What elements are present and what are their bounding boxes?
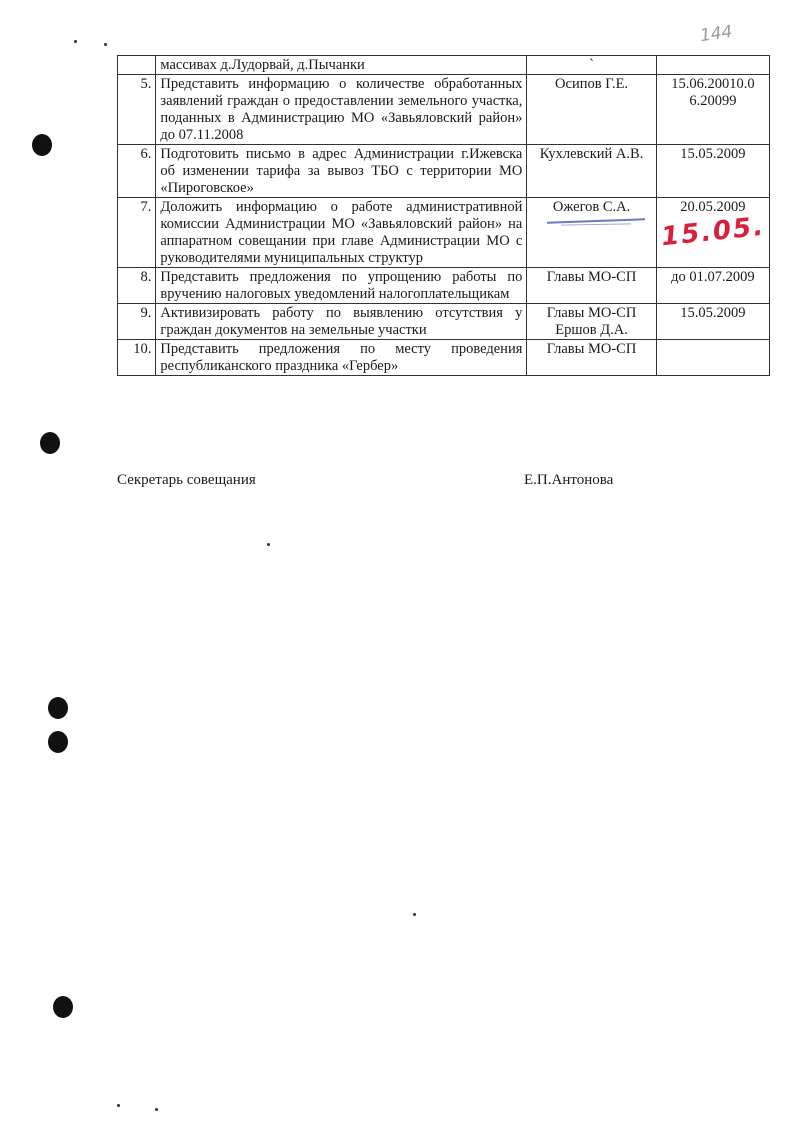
responsible-cell: Главы МО-СП <box>527 340 656 376</box>
due-date-cell <box>656 198 769 268</box>
due-date-cell: 15.06.20010.0 6.20099 <box>656 75 769 145</box>
table-row <box>118 75 770 145</box>
row-number <box>118 56 156 75</box>
punch-hole <box>53 996 73 1018</box>
responsible-cell: Главы МО-СП Ершов Д.А. <box>527 304 656 340</box>
scan-speck <box>104 43 107 46</box>
due-date-cell: 15.05.2009 <box>656 304 769 340</box>
table-row <box>118 268 770 304</box>
punch-hole <box>48 697 68 719</box>
page-folio: 144 <box>698 21 734 47</box>
pen-stroke <box>561 223 631 225</box>
row-number: 6. <box>118 145 156 198</box>
table-row <box>118 56 770 75</box>
punch-hole <box>32 134 52 156</box>
task-text: Представить информацию о количестве обработанных заявлений граждан о предоставлении земельного участка, поданных в Администрацию МО «Завьяловский район» до 07.11.2008 <box>156 75 527 145</box>
table-row <box>118 304 770 340</box>
row-number: 10. <box>118 340 156 376</box>
task-text: Представить предложения по месту проведения республиканского праздника «Гербер» <box>156 340 527 376</box>
signature-name: Е.П.Антонова <box>524 472 614 488</box>
scan-speck <box>413 913 416 916</box>
responsible-name: Ожегов С.А. <box>552 199 631 215</box>
due-date-cell: до 01.07.2009 <box>656 268 769 304</box>
punch-hole <box>40 432 60 454</box>
scan-speck <box>74 40 77 43</box>
responsible-cell: Осипов Г.Е. <box>527 75 656 145</box>
scan-speck <box>267 543 270 546</box>
handwritten-date-note: 15.05. <box>659 211 767 253</box>
responsible-cell: ` <box>527 56 656 75</box>
due-date-cell <box>656 56 769 75</box>
row-number: 5. <box>118 75 156 145</box>
due-date-cell <box>656 340 769 376</box>
task-text: Активизировать работу по выявлению отсутствия у граждан документов на земельные участки <box>156 304 527 340</box>
due-date-cell: 15.05.2009 <box>656 145 769 198</box>
table-row <box>118 340 770 376</box>
task-text: массивах д.Лудорвай, д.Пычанки <box>156 56 527 75</box>
due-date-text: 20.05.2009 <box>680 199 746 215</box>
task-text: Доложить информацию о работе административной комиссии Администрации МО «Завьяловский район» на аппаратном совещании при главе Администрации МО с руководителями муниципальных структур <box>156 198 527 268</box>
table-row <box>118 145 770 198</box>
responsible-cell: Главы МО-СП <box>527 268 656 304</box>
task-text: Представить предложения по упрощению работы по вручению налоговых уведомлений налогоплательщикам <box>156 268 527 304</box>
table-row <box>118 198 770 268</box>
scan-speck <box>155 1108 158 1111</box>
punch-hole <box>48 731 68 753</box>
row-number: 9. <box>118 304 156 340</box>
responsible-cell <box>527 198 656 268</box>
task-text: Подготовить письмо в адрес Администрации г.Ижевска об изменении тарифа за вывоз ТБО с территории МО «Пироговское» <box>156 145 527 198</box>
row-number: 8. <box>118 268 156 304</box>
row-number: 7. <box>118 198 156 268</box>
tasks-table <box>117 55 770 376</box>
signature-label: Секретарь совещания <box>117 472 256 488</box>
scan-speck <box>117 1104 120 1107</box>
responsible-cell: Кухлевский А.В. <box>527 145 656 198</box>
